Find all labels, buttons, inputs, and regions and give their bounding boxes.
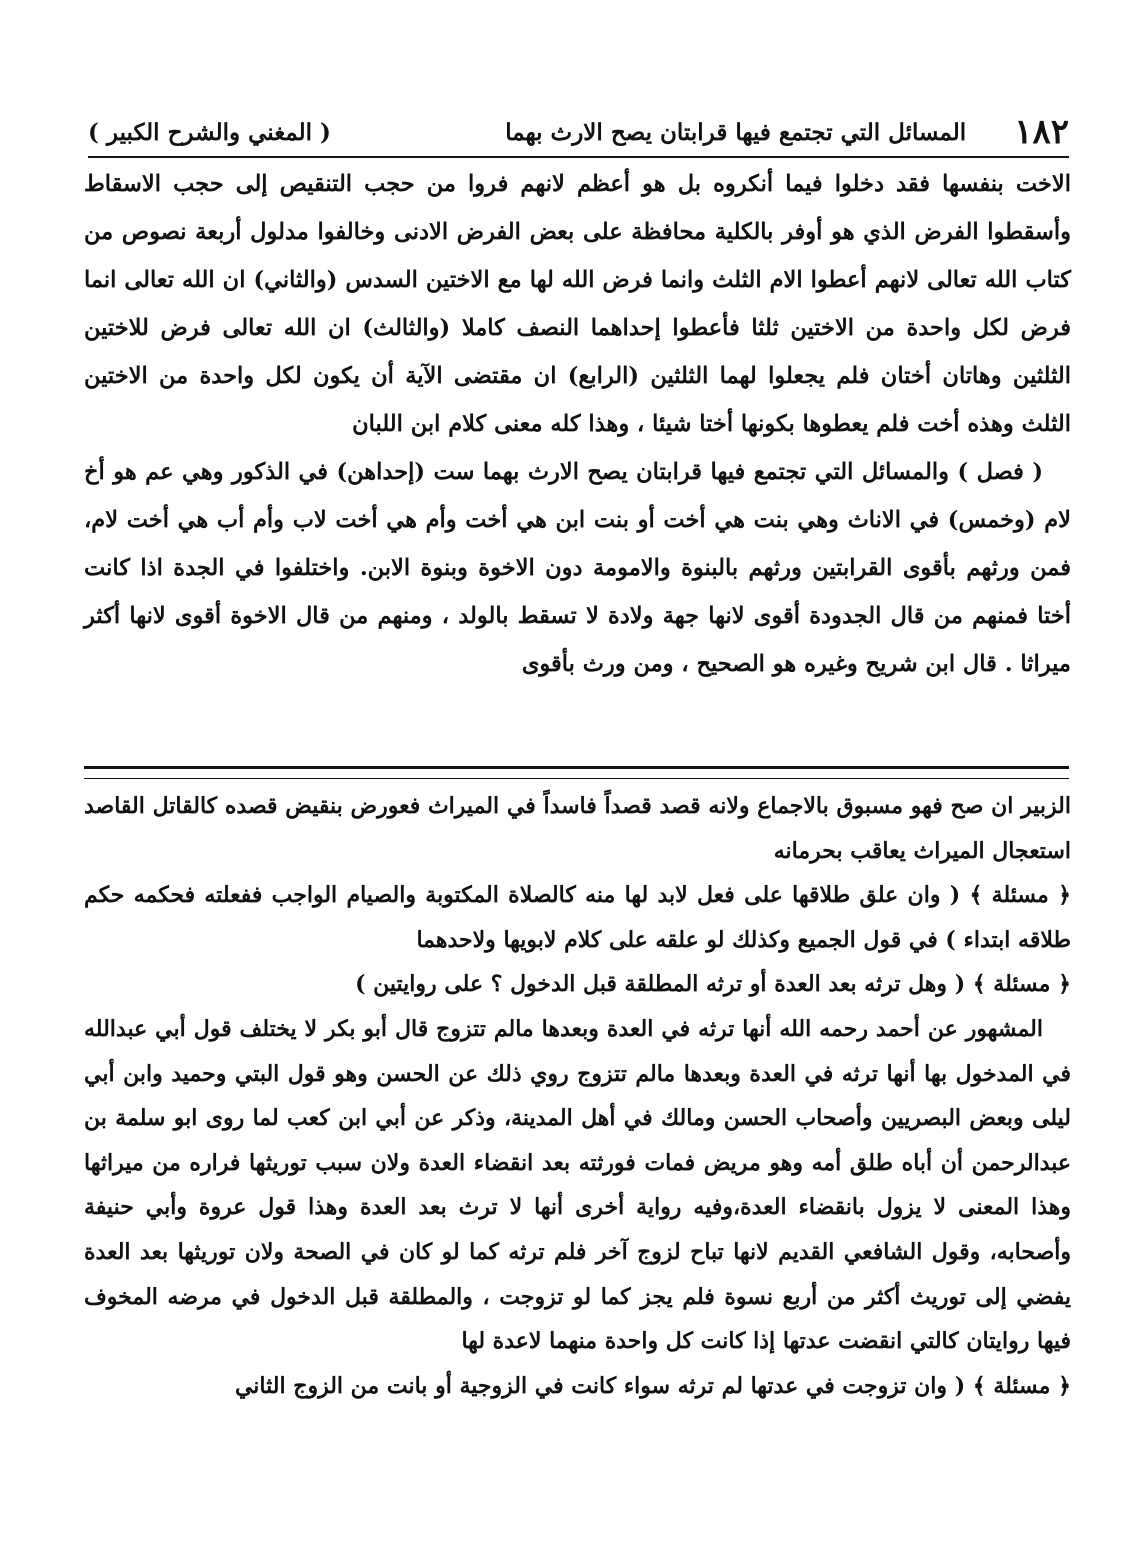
masala-remarriage: ﴿ مسئلة ﴾ ( وان تزوجت في عدتها لم ترثه سواء كانت في الزوجية أو بانت من الزوج الثاني	[234, 1372, 1071, 1399]
paragraph-ahmad-opinion: المشهور عن أحمد رحمه الله أنها ترثه في العدة وبعدها مالم تتزوج قال أبو بكر لا يختلف قول أبي عبدالله في المدخول بها أنها ترثه في العدة وبعدها مالم تتزوج روي ذلك عن الحسن وهو قول البتي وحميد وابن أبي ليلى وبعض البصريين وأصحاب الحسن ومالك في أهل المدينة، وذكر عن أبي ابن كعب لما روى ابو سلمة بن عبدالرحمن أن أباه طلق أمه وهو مريض فمات فورثته بعد انقضاء العدة ولان سبب توريثها فراره من ميراثها وهذا المعنى لا يزول بانقضاء العدة،وفيه رواية أخرى أنها لا ترث بعد العدة وهذا قول عروة وأبي حنيفة وأصحابه، وقول الشافعي القديم لانها تباح لزوج آخر فلم ترثه كما لو كان في الصحة ولان توريثها بعد العدة يفضي إلى توريث أكثر من أربع نسوة فلم يجز كما لو تزوجت ، والمطلقة قبل الدخول في مرضه المخوف فيها روايتان كالتي انقضت عدتها إذا كانت كل واحدة منهما لاعدة لها	[84, 1015, 1071, 1355]
paragraph-zubayr: الزبير ان صح فهو مسبوق بالاجماع ولانه قصد قصداً فاسداً في الميراث فعورض بنقيض قصده كالقاتل القاصد استعجال الميراث يعاقب بحرمانه	[84, 793, 1071, 864]
paragraph-two-kinships: ( فصل ) والمسائل التي تجتمع فيها قرابتان يصح الارث بهما ست (إحداهن) في الذكور وهي عم هو أخ لام (وخمس) في الاناث وهي بنت هي أخت أو بنت ابن هي أخت وأم هي أخت لاب وأم أب هي أخت لام، فمن ورثهم بأقوى القرابتين ورثهم بالبنوة والامومة دون الاخوة وبنوة الابن. واختلفوا في الجدة اذا كانت أختا فمنهم من قال الجدودة أقوى لانها جهة ولادة لا تسقط بالولد ، ومنهم من قال الاخوة أقوى لانها أكثر ميراثا . قال ابن شريح وغيره هو الصحيح ، ومن ورث بأقوى	[84, 459, 1071, 677]
paragraph-ibn-al-labban: الاخت بنفسها فقد دخلوا فيما أنكروه بل هو أعظم لانهم فروا من حجب التنقيص إلى حجب الاسقاط وأسقطوا الفرض الذي هو أوفر بالكلية محافظة على بعض الفرض الادنى وخالفوا مدلول أربعة نصوص من كتاب الله تعالى لانهم أعطوا الام الثلث وانما فرض الله لها مع الاختين السدس (والثاني) ان الله تعالى انما فرض لكل واحدة من الاختين ثلثا فأعطوا إحداهما النصف كاملا (والثالث) ان الله تعالى فرض للاختين الثلثين وهاتان أختان فلم يجعلوا لهما الثلثين (الرابع) ان مقتضى الآية أن يكون لكل واحدة من الاختين الثلث وهذه أخت فلم يعطوها بكونها أختا شيئا ، وهذا كله معنى كلام ابن اللبان	[84, 171, 1071, 437]
running-title: المسائل التي تجتمع فيها قرابتان يصح الارث بهما	[505, 118, 967, 146]
masala-divorce-conditional: ﴿ مسئلة ﴾ ( وان علق طلاقها على فعل لابد لها منه كالصلاة المكتوبة والصيام الواجب ففعلته فحكمه حكم طلاقه ابتداء ) في قول الجميع وكذلك لو علقه على كلام لابويها ولاحدهما	[84, 882, 1071, 953]
commentary-text	[84, 784, 1071, 1408]
page-number: ١٨٢	[1014, 112, 1069, 152]
main-text	[84, 160, 1071, 688]
page-header	[88, 108, 1069, 158]
section-divider	[84, 766, 1069, 779]
masala-inheritance-after-idda: ﴿ مسئلة ﴾ ( وهل ترثه بعد العدة أو ترثه المطلقة قبل الدخول ؟ على روايتين )	[355, 971, 1071, 998]
book-title: ( المغني والشرح الكبير )	[88, 118, 331, 146]
